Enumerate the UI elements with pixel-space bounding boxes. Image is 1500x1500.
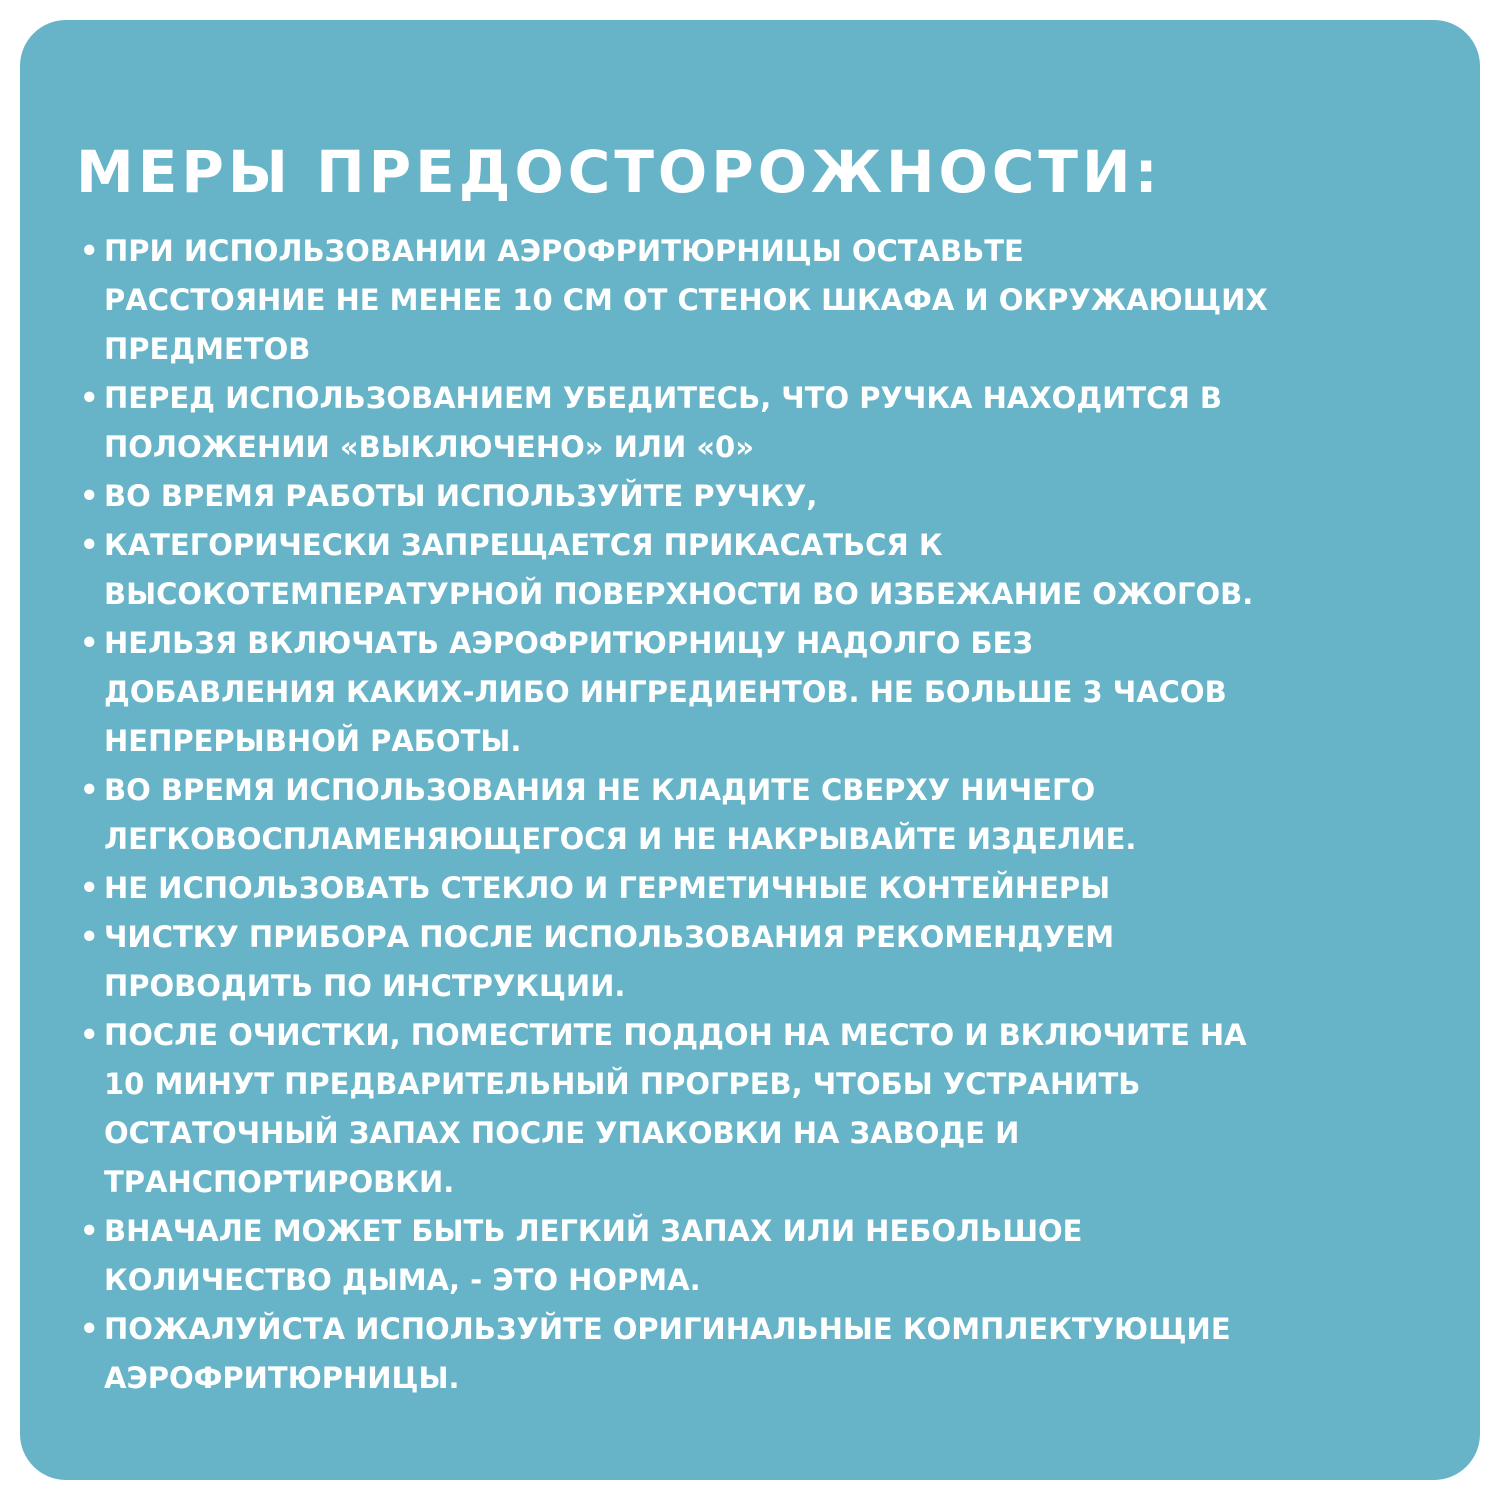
bullet-icon: • [80,871,99,905]
list-item-line: ПРИ ИСПОЛЬЗОВАНИИ АЭРОФРИТЮРНИЦЫ ОСТАВЬТЕ [104,234,1024,268]
list-item [80,1305,1390,1403]
list-item-line: НЕ ИСПОЛЬЗОВАТЬ СТЕКЛО И ГЕРМЕТИЧНЫЕ КОНТЕЙНЕРЫ [104,871,1111,905]
list-item-line: КОЛИЧЕСТВО ДЫМА, - ЭТО НОРМА. [104,1263,701,1297]
list-item-line: РАССТОЯНИЕ НЕ МЕНЕЕ 10 СМ ОТ СТЕНОК ШКАФА И ОКРУЖАЮЩИХ [104,283,1268,317]
list-item-line: ВО ВРЕМЯ РАБОТЫ ИСПОЛЬЗУЙТЕ РУЧКУ, [104,479,818,513]
list-item-line: ПОЛОЖЕНИИ «ВЫКЛЮЧЕНО» ИЛИ «0» [104,430,754,464]
list-item [80,472,1390,521]
list-item-line: ПОСЛЕ ОЧИСТКИ, ПОМЕСТИТЕ ПОДДОН НА МЕСТО И ВКЛЮЧИТЕ НА [104,1018,1247,1052]
list-item-line: ПРЕДМЕТОВ [104,332,311,366]
list-item [80,374,1390,472]
list-item [80,619,1390,766]
list-item-line: 10 МИНУТ ПРЕДВАРИТЕЛЬНЫЙ ПРОГРЕВ, ЧТОБЫ УСТРАНИТЬ [104,1067,1141,1101]
list-item-line: ДОБАВЛЕНИЯ КАКИХ-ЛИБО ИНГРЕДИЕНТОВ. НЕ БОЛЬШЕ 3 ЧАСОВ [104,675,1227,709]
list-item-line: ВО ВРЕМЯ ИСПОЛЬЗОВАНИЯ НЕ КЛАДИТЕ СВЕРХУ НИЧЕГО [104,773,1096,807]
bullet-icon: • [80,773,99,807]
bullet-icon: • [80,528,99,562]
list-item [80,521,1390,619]
list-item [80,766,1390,864]
list-item-line: НЕПРЕРЫВНОЙ РАБОТЫ. [104,724,522,758]
list-item [80,1207,1390,1305]
list-item [80,913,1390,1011]
list-item-line: АЭРОФРИТЮРНИЦЫ. [104,1361,460,1395]
bullet-icon: • [80,1312,99,1346]
list-item-line: ПОЖАЛУЙСТА ИСПОЛЬЗУЙТЕ ОРИГИНАЛЬНЫЕ КОМПЛЕКТУЮЩИЕ [104,1312,1231,1346]
list-item [80,864,1390,913]
list-item-line: ЛЕГКОВОСПЛАМЕНЯЮЩЕГОСЯ И НЕ НАКРЫВАЙТЕ ИЗДЕЛИЕ. [104,822,1137,856]
page-title: МЕРЫ ПРЕДОСТОРОЖНОСТИ: [76,138,1162,206]
precautions-list [80,227,1390,1403]
list-item [80,1011,1390,1207]
bullet-icon: • [80,1214,99,1248]
list-item-line: ПЕРЕД ИСПОЛЬЗОВАНИЕМ УБЕДИТЕСЬ, ЧТО РУЧКА НАХОДИТСЯ В [104,381,1222,415]
bullet-icon: • [80,381,99,415]
list-item-line: ОСТАТОЧНЫЙ ЗАПАХ ПОСЛЕ УПАКОВКИ НА ЗАВОДЕ И [104,1116,1020,1150]
bullet-icon: • [80,479,99,513]
bullet-icon: • [80,626,99,660]
list-item-line: НЕЛЬЗЯ ВКЛЮЧАТЬ АЭРОФРИТЮРНИЦУ НАДОЛГО БЕЗ [104,626,1034,660]
bullet-icon: • [80,234,99,268]
bullet-icon: • [80,1018,99,1052]
list-item-line: ПРОВОДИТЬ ПО ИНСТРУКЦИИ. [104,969,626,1003]
list-item-line: ВНАЧАЛЕ МОЖЕТ БЫТЬ ЛЕГКИЙ ЗАПАХ ИЛИ НЕБОЛЬШОЕ [104,1214,1083,1248]
list-item-line: ЧИСТКУ ПРИБОРА ПОСЛЕ ИСПОЛЬЗОВАНИЯ РЕКОМЕНДУЕМ [104,920,1115,954]
list-item-line: ВЫСОКОТЕМПЕРАТУРНОЙ ПОВЕРХНОСТИ ВО ИЗБЕЖАНИЕ ОЖОГОВ. [104,577,1254,611]
list-item [80,227,1390,374]
list-item-line: КАТЕГОРИЧЕСКИ ЗАПРЕЩАЕТСЯ ПРИКАСАТЬСЯ К [104,528,943,562]
list-item-line: ТРАНСПОРТИРОВКИ. [104,1165,455,1199]
bullet-icon: • [80,920,99,954]
